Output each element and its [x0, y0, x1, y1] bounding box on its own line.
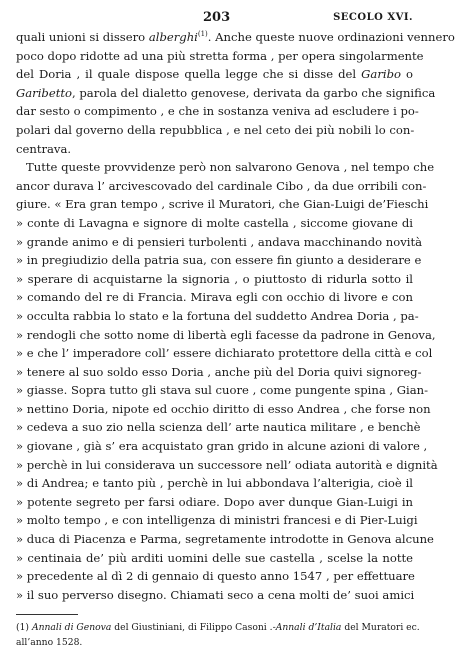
text-line — [16, 102, 419, 121]
text-line — [16, 363, 422, 382]
text-span: » potente segreto per farsi odiare. Dopo aver dunque Gian-Luigi in — [16, 494, 413, 509]
text-span: » molto tempo , e con intelligenza di ministri francesi e di Pier-Luigi — [16, 513, 418, 528]
section-title: SECOLO XVI. — [333, 12, 413, 23]
text-line — [16, 456, 438, 475]
text-span: Tutte queste provvidenze però non salvarono Genova , nel tempo che — [26, 160, 435, 175]
text-span: » tenere al suo soldo esso Doria , anche più del Doria quivi signoreg- — [16, 364, 422, 379]
text-span: quali unioni si dissero — [16, 30, 149, 44]
text-line — [16, 177, 427, 196]
text-span: del Giustiniani, di Filippo Casoni .- — [111, 622, 276, 633]
italic-text: Annali di Genova — [31, 622, 112, 633]
footnote-ref: (1) — [197, 30, 208, 39]
text-span: » duca di Piacenza e Parma, segretamente introdotte in Genova alcune — [16, 532, 434, 547]
text-span: poco dopo ridotte ad una più stretta forma , per opera singolarmente — [16, 48, 424, 63]
text-span: » centinaia de’ più arditi uomini delle sue castella , scelse la notte — [16, 550, 413, 565]
text-span: . Anche queste nuove ordinazioni vennero — [207, 30, 455, 44]
text-line — [16, 140, 413, 159]
text-line — [16, 586, 413, 605]
text-span: del Muratori ec. — [341, 622, 420, 633]
text-line — [16, 567, 413, 586]
running-header — [0, 10, 429, 26]
text-span: » perchè in lui considerava un successore nell’ odiata autorità e dignità — [16, 457, 438, 472]
text-span: » conte di Lavagna e signore di molte castella , siccome giovane di — [16, 215, 413, 230]
footnote-rule — [16, 614, 78, 615]
text-span: , parola del dialetto genovese, derivata da garbo che significa — [72, 85, 436, 100]
text-span: o — [400, 67, 413, 82]
text-span: polari dal governo della repubblica , e nel ceto dei più nobili lo con- — [16, 122, 415, 137]
text-span: » rendogli che sotto nome di libertà egli facesse da padrone in Genova, — [16, 327, 436, 342]
text-line — [16, 65, 413, 84]
text-line — [16, 437, 428, 456]
text-span: » grande animo e di pensieri turbolenti , andava macchinando novità — [16, 234, 423, 249]
text-line — [16, 530, 434, 549]
text-line — [16, 158, 435, 177]
italic-text: Garibo — [361, 67, 401, 82]
italic-text: alberghi — [148, 30, 198, 44]
text-line — [16, 344, 433, 363]
page-number: 203 — [203, 10, 231, 25]
text-span: (1) — [16, 622, 32, 633]
text-line — [16, 549, 413, 568]
text-span: » sperare di acquistarne la signoria , o piuttosto di ridurla sotto il — [16, 271, 413, 286]
text-span: centrava. — [16, 141, 72, 156]
text-span: » il suo perverso disegno. Chiamati seco a cena molti de’ suoi amici — [16, 587, 415, 602]
text-span: ancor durava l’ arcivescovado del cardinale Cibo , da due orribili con- — [16, 178, 427, 193]
text-line — [16, 47, 424, 66]
text-span: » di Andrea; e tanto più , perchè in lui abbondava l’alterigia, cioè il — [16, 476, 413, 491]
footnote-line — [16, 635, 413, 650]
text-line — [16, 270, 413, 289]
text-span: del Doria , il quale dispose quella legge che si disse del — [16, 67, 362, 82]
text-span: giure. « Era gran tempo , scrive il Muratori, che Gian-Luigi de’Fieschi — [16, 197, 429, 212]
text-line — [16, 400, 431, 419]
main-text — [16, 28, 455, 604]
text-line — [16, 307, 419, 326]
text-line — [16, 381, 429, 400]
text-line — [16, 418, 421, 437]
text-line — [16, 326, 436, 345]
text-span: » cedeva a suo zio nella scienza dell’ arte nautica militare , e benchè — [16, 420, 421, 435]
text-line — [16, 214, 413, 233]
footnote — [16, 620, 420, 650]
text-span: » giasse. Sopra tutto gli stava sul cuore , come pungente spina , Gian- — [16, 383, 429, 398]
text-line — [16, 474, 413, 493]
text-line — [16, 251, 422, 270]
footnote-line — [16, 620, 420, 635]
text-span: » e che l’ imperadore coll’ essere dichiarato protettore della città e col — [16, 346, 433, 361]
text-line — [16, 121, 413, 140]
text-span: » nettino Doria, nipote ed occhio diritto di esso Andrea , che forse non — [16, 401, 431, 416]
text-line — [16, 511, 418, 530]
text-span: » in pregiudizio della patria sua, con essere fin giunto a desiderare e — [16, 253, 422, 268]
text-span: » giovane , già s’ era acquistato gran grido in alcune azioni di valore , — [16, 439, 428, 454]
text-line — [16, 28, 455, 47]
text-line — [16, 288, 413, 307]
text-span: » precedente al dì 2 di gennaio di questo anno 1547 , per effettuare — [16, 569, 415, 584]
text-span: » comando del re di Francia. Mirava egli con occhio di livore e con — [16, 290, 413, 305]
text-span: dar sesto o compimento , e che in sostanza veniva ad escludere i po- — [16, 104, 419, 119]
text-span: » occulta rabbia lo stato e la fortuna del suddetto Andrea Doria , pa- — [16, 308, 419, 323]
text-line — [16, 195, 429, 214]
italic-text: Annali d’Italia — [275, 622, 342, 633]
text-line — [16, 493, 413, 512]
text-span: all’anno 1528. — [16, 637, 83, 648]
text-line — [16, 84, 436, 103]
italic-text: Garibetto — [16, 85, 73, 100]
text-line — [16, 233, 423, 252]
